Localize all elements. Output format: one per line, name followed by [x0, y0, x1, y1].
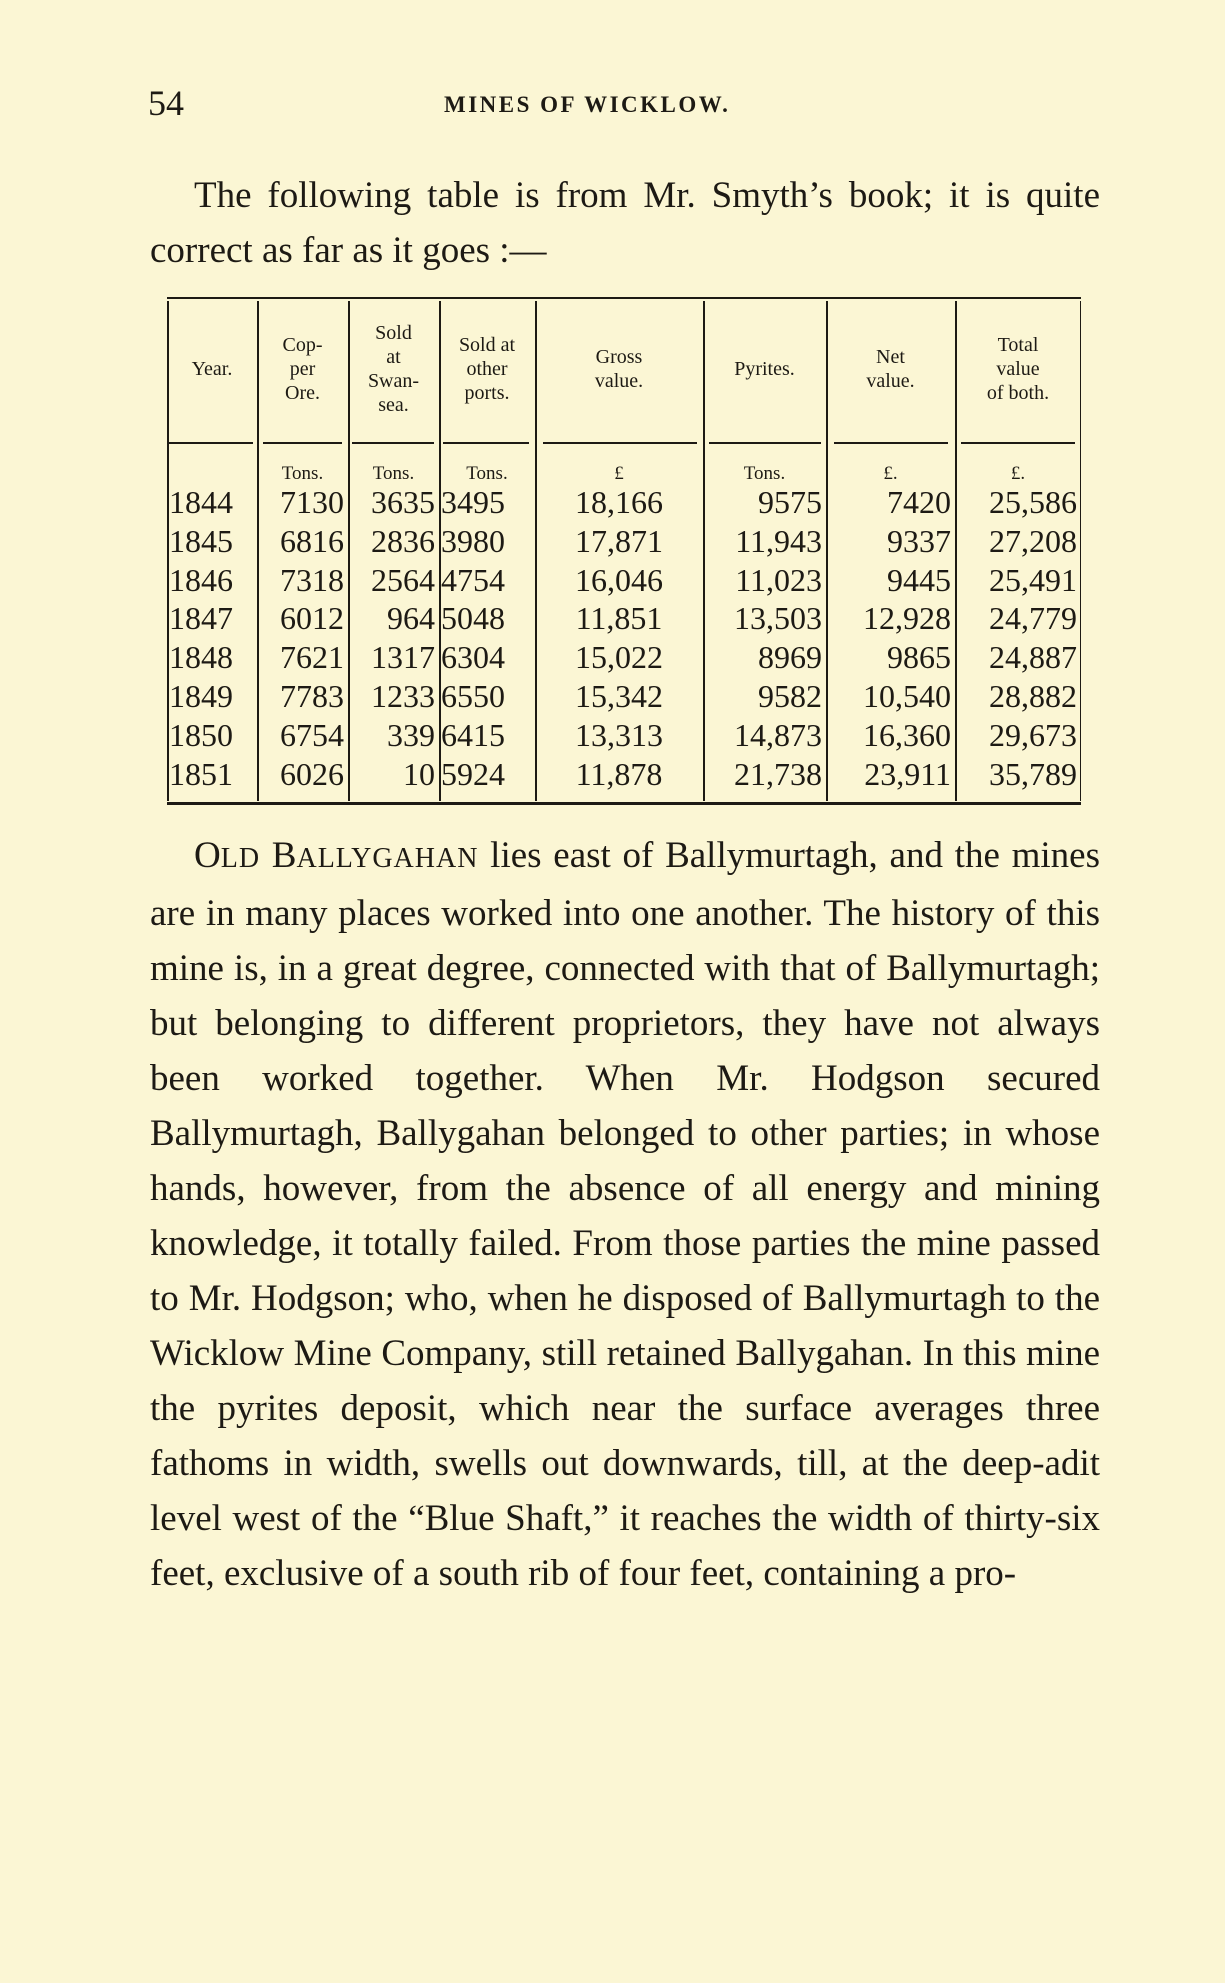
table-cell: 24,887: [989, 639, 1077, 676]
table-cell: 7621: [280, 639, 344, 676]
table-cell: 4754: [441, 561, 505, 598]
table-cell: 6816: [280, 522, 344, 559]
column-header: Sold at Swan- sea.: [367, 322, 420, 416]
column-cells: [703, 483, 826, 793]
column-unit: Tons.: [743, 463, 786, 484]
column-header: Year.: [191, 358, 233, 380]
header-rule: [443, 442, 529, 444]
page-number: 54: [148, 83, 184, 123]
table-cell: 1847: [169, 600, 233, 637]
table-cell: 15,022: [575, 639, 663, 676]
table-cell: 6304: [441, 639, 505, 676]
table-cell: 3635: [371, 484, 435, 520]
table-cell: 10: [403, 755, 435, 792]
table-cell: 1846: [169, 561, 233, 598]
table-cell: 5924: [441, 755, 505, 792]
column-cells: [348, 483, 439, 793]
table-cell: 1845: [169, 522, 233, 559]
table-cell: 25,586: [989, 484, 1077, 520]
lead-small-caps: LD: [220, 843, 261, 874]
table-cell: 1851: [169, 755, 233, 792]
table-cell: 15,342: [575, 677, 663, 714]
column-divider: [535, 301, 537, 801]
column-unit: Tons.: [281, 463, 324, 484]
column-net-value: [826, 297, 955, 805]
lead2-first-letter: B: [271, 835, 297, 876]
column-unit: Tons.: [466, 463, 508, 484]
table-left-border: [167, 301, 169, 801]
table-cell: 16,046: [575, 561, 663, 598]
lead2-small-caps: ALLYGAHAN: [296, 843, 479, 874]
table-cell: 16,360: [863, 716, 951, 753]
table-cell: 3495: [441, 484, 505, 520]
page-header: [148, 82, 1098, 132]
column-cells: [535, 483, 703, 793]
column-header: Net value.: [866, 346, 915, 392]
table-cell: 1233: [371, 677, 435, 714]
table-cell: 35,789: [989, 755, 1077, 792]
table-cell: 11,023: [735, 561, 822, 598]
header-rule: [543, 442, 697, 444]
table-cell: 6026: [280, 755, 344, 792]
table-cell: 7420: [887, 484, 951, 520]
table-cell: 2564: [371, 561, 435, 598]
table-cell: 6012: [280, 600, 344, 637]
column-header: Pyrites.: [734, 358, 795, 380]
table-cell: 9337: [887, 522, 951, 559]
table-cell: 3980: [441, 522, 505, 559]
body-paragraph: [150, 828, 1100, 1601]
column-sold-at-swansea: [348, 297, 439, 805]
table-cell: 14,873: [734, 716, 822, 753]
table-cell: 1844: [169, 484, 233, 520]
column-total-value: [955, 297, 1081, 805]
column-header: Gross value.: [594, 346, 644, 392]
table-cell: 27,208: [989, 522, 1077, 559]
table-cell: 1848: [169, 639, 233, 676]
table-cell: 10,540: [863, 677, 951, 714]
column-cells: [439, 483, 535, 793]
table-cell: 339: [387, 716, 435, 753]
table-cell: 18,166: [575, 484, 663, 520]
table-cell: 12,928: [863, 600, 951, 637]
column-unit: Tons.: [372, 463, 415, 484]
table-cell: 7783: [280, 677, 344, 714]
table-cell: 8969: [758, 639, 822, 676]
lead-first-letter: O: [194, 835, 221, 876]
table-cell: 6415: [441, 716, 505, 753]
table-cell: 11,943: [735, 522, 822, 559]
table-cell: 17,871: [575, 522, 663, 559]
header-rule: [263, 442, 342, 444]
table-cell: 11,878: [575, 755, 663, 792]
header-rule: [352, 442, 434, 444]
table-cell: 964: [387, 600, 435, 637]
table-cell: 9865: [887, 639, 951, 676]
column-header: Sold at other ports.: [458, 334, 516, 404]
column-divider: [257, 301, 259, 801]
production-table: [167, 297, 1081, 805]
table-cell: 25,491: [989, 561, 1077, 598]
header-rule: [834, 442, 948, 444]
table-cell: 6754: [280, 716, 344, 753]
table-cell: 9582: [758, 677, 822, 714]
column-divider: [703, 301, 705, 801]
table-cell: 6550: [441, 677, 505, 714]
column-divider: [955, 301, 957, 801]
table-cell: 23,911: [864, 755, 951, 792]
table-cell: 29,673: [989, 716, 1077, 753]
column-pyrites: [703, 297, 826, 805]
table-cell: 13,503: [734, 600, 822, 637]
table-cell: 1317: [371, 639, 435, 676]
column-divider: [826, 301, 828, 801]
table-cell: 2836: [371, 522, 435, 559]
header-rule: [709, 442, 821, 444]
table-cell: 28,882: [989, 677, 1077, 714]
column-copper-ore: [257, 297, 348, 805]
column-year: [167, 297, 257, 805]
column-cells: [826, 483, 955, 793]
intro-paragraph: The following table is from Mr. Smyth’s book; it is quite correct as far as it goes :—: [150, 175, 1100, 271]
header-rule: [961, 442, 1075, 444]
column-cells: [167, 483, 257, 793]
table-cell: 7318: [280, 561, 344, 598]
table-cell: 21,738: [734, 755, 822, 792]
column-unit: £.: [1010, 463, 1026, 484]
column-cells: [955, 483, 1081, 793]
running-title: MINES OF WICKLOW.: [444, 92, 731, 117]
table-cell: 5048: [441, 600, 505, 637]
table-cell: 1849: [169, 677, 233, 714]
table-cell: 9445: [887, 561, 951, 598]
table-cell: 9575: [758, 484, 822, 520]
header-rule: [169, 442, 253, 444]
column-unit: £.: [883, 463, 898, 484]
column-unit: £: [614, 463, 624, 484]
table-cell: 11,851: [575, 600, 663, 637]
column-header: Total value of both.: [986, 334, 1050, 404]
column-sold-at-other-ports: [439, 297, 535, 805]
column-divider: [439, 301, 441, 801]
column-gross-value: [535, 297, 703, 805]
table-cell: 7130: [280, 484, 344, 520]
table-cell: 24,779: [989, 600, 1077, 637]
table-cell: 1850: [169, 716, 233, 753]
table-right-border: [1080, 301, 1082, 801]
body-text: lies east of Ballymurtagh, and the mines are in many places worked into one another. The history of this mine is, in a great degree, connected with that of Ballymurtagh; but belonging to different proprietors, they have not always been worked together. When Mr. Hodgson secured Ballymurtagh, Ballygahan belonged to other parties; in whose hands, however, from the absence of all energy and mining knowledge, it totally failed. From those parties the mine passed to Mr. Hodgson; who, when he disposed of Ballymurtagh to the Wicklow Mine Company, still retained Ballygahan. In this mine the pyrites deposit, which near the surface averages three fathoms in width, swells out downwards, till, at the deep-adit level west of the “Blue Shaft,” it reaches the width of thirty-six feet, exclusive of a south rib of four feet, containing a pro-: [150, 835, 1100, 1594]
table-cell: 13,313: [575, 716, 663, 753]
column-cells: [257, 483, 348, 793]
column-header: Cop- per Ore.: [282, 334, 323, 404]
column-divider: [348, 301, 350, 801]
